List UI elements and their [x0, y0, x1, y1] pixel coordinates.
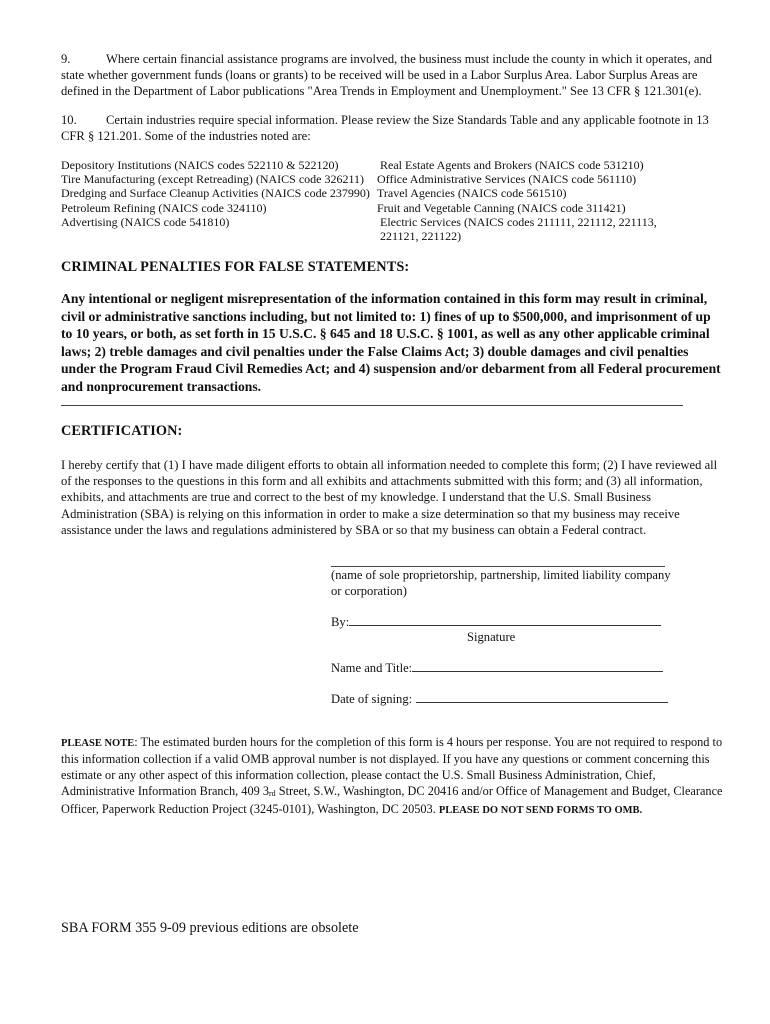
industry-item: Travel Agencies (NAICS code 561510): [377, 186, 567, 201]
note-text-1: : The estimated burden hours for the completion of this form is 4 hours per response. You are not required to respond to this information collection if a valid OMB approval number is not displayed. If you have any questions or comment concerning this estimate or any other aspect of this information collection, please contact the U.S. Small Business Administration, Chief, Administrative Information Branch, 409 3: [61, 735, 723, 798]
industry-item: Real Estate Agents and Brokers (NAICS code 531210): [380, 158, 644, 172]
industry-item: Petroleum Refining (NAICS code 324110): [61, 200, 267, 215]
industries-left-column: [61, 158, 370, 229]
date-label: Date of signing:: [331, 692, 413, 706]
note-closing: PLEASE DO NOT SEND FORMS TO OMB.: [438, 804, 643, 816]
industry-item: Advertising (NAICS code 541810): [61, 214, 230, 229]
industry-item: Office Administrative Services (NAICS code 561110): [377, 172, 637, 187]
date-line[interactable]: [416, 691, 668, 703]
note-text-2: Street, S.W., Washington, DC 20416 and/or Office of Management and Budget, Clearance Officer, Paperwork Reduction Project (3245-0101), Washington, DC 20503.: [61, 783, 723, 816]
certification-paragraph: I hereby certify that (1) I have made diligent efforts to obtain all information needed to complete this form; (2) I have reviewed all of the responses to the questions in this form and all exhibits and attachments submitted with this form; and (3) all information, exhibits, and attachments are true and correct to the best of my knowledge. I understand that the U.S. Small Business Administration (SBA) is relying on this information in order to make a size determination so that my business may receive assistance under the laws and regulations administered by SBA or so that my business can obtain a Federal contract.: [61, 458, 718, 537]
name-title-label: Name and Title:: [331, 661, 413, 675]
industry-item: Depository Institutions (NAICS codes 522110 & 522120): [61, 158, 339, 172]
name-title-line[interactable]: [412, 660, 663, 672]
entity-caption-2: or corporation): [331, 584, 407, 598]
item-9-number: 9.: [61, 52, 71, 66]
note-superscript: rd: [268, 788, 276, 798]
form-footer: SBA FORM 355 9-09 previous editions are obsolete: [61, 920, 359, 936]
item-9-paragraph: [61, 51, 725, 100]
note-label: PLEASE NOTE: [61, 738, 135, 749]
by-row: [331, 614, 661, 630]
item-9-text: Where certain financial assistance programs are involved, the business must include the county in which it operates, and state whether government funds (loans or grants) to be received will be used in a Labor Surplus Area. Labor Surplus Areas are defined in the Department of Labor publications "Area Trends in Employment and Unemployment." See 13 CFR § 121.301(e).: [61, 52, 713, 99]
by-label: By:: [331, 615, 350, 629]
industry-item: Fruit and Vegetable Canning (NAICS code 311421): [377, 200, 626, 215]
industry-item: Dredging and Surface Cleanup Activities (NAICS code 237990): [61, 186, 370, 201]
entity-caption-1: (name of sole proprietorship, partnership, limited liability company: [331, 568, 671, 582]
industries-right-column: [377, 158, 657, 243]
certification-heading: CERTIFICATION:: [61, 423, 183, 439]
penalties-heading: CRIMINAL PENALTIES FOR FALSE STATEMENTS:: [61, 259, 410, 275]
section-divider: [61, 405, 683, 406]
industry-item: Tire Manufacturing (except Retreading) (NAICS code 326211): [61, 172, 365, 187]
signature-line[interactable]: [349, 614, 661, 626]
burden-note: [61, 735, 729, 819]
name-title-row: [331, 660, 663, 676]
date-row: [331, 691, 668, 707]
industry-item: Electric Services (NAICS codes 211111, 221112, 221113,: [380, 214, 657, 229]
penalties-paragraph: Any intentional or negligent misrepresentation of the information contained in this form may result in criminal, civil or administrative sanctions including, but not limited to: 1) fines of up to $500,000, and imprisonment of up to 10 years, or both, as set forth in 15 U.S.C. § 645 and 18 U.S.C. § 1001, as well as any other applicable criminal laws; 2) treble damages and civil penalties under the False Claims Act; 3) double damages and civil penalties under the Program Fraud Civil Remedies Act; and 4) suspension and/or debarment from all Federal procurement and nonprocurement transactions.: [61, 291, 721, 394]
industry-item-continued: 221121, 221122): [380, 229, 462, 244]
item-10-paragraph: [61, 112, 725, 144]
item-10-text: Certain industries require special information. Please review the Size Standards Table and any applicable footnote in 13 CFR § 121.201. Some of the industries noted are:: [61, 113, 709, 144]
signature-caption: Signature: [467, 630, 516, 644]
item-10-number: 10.: [61, 113, 77, 127]
